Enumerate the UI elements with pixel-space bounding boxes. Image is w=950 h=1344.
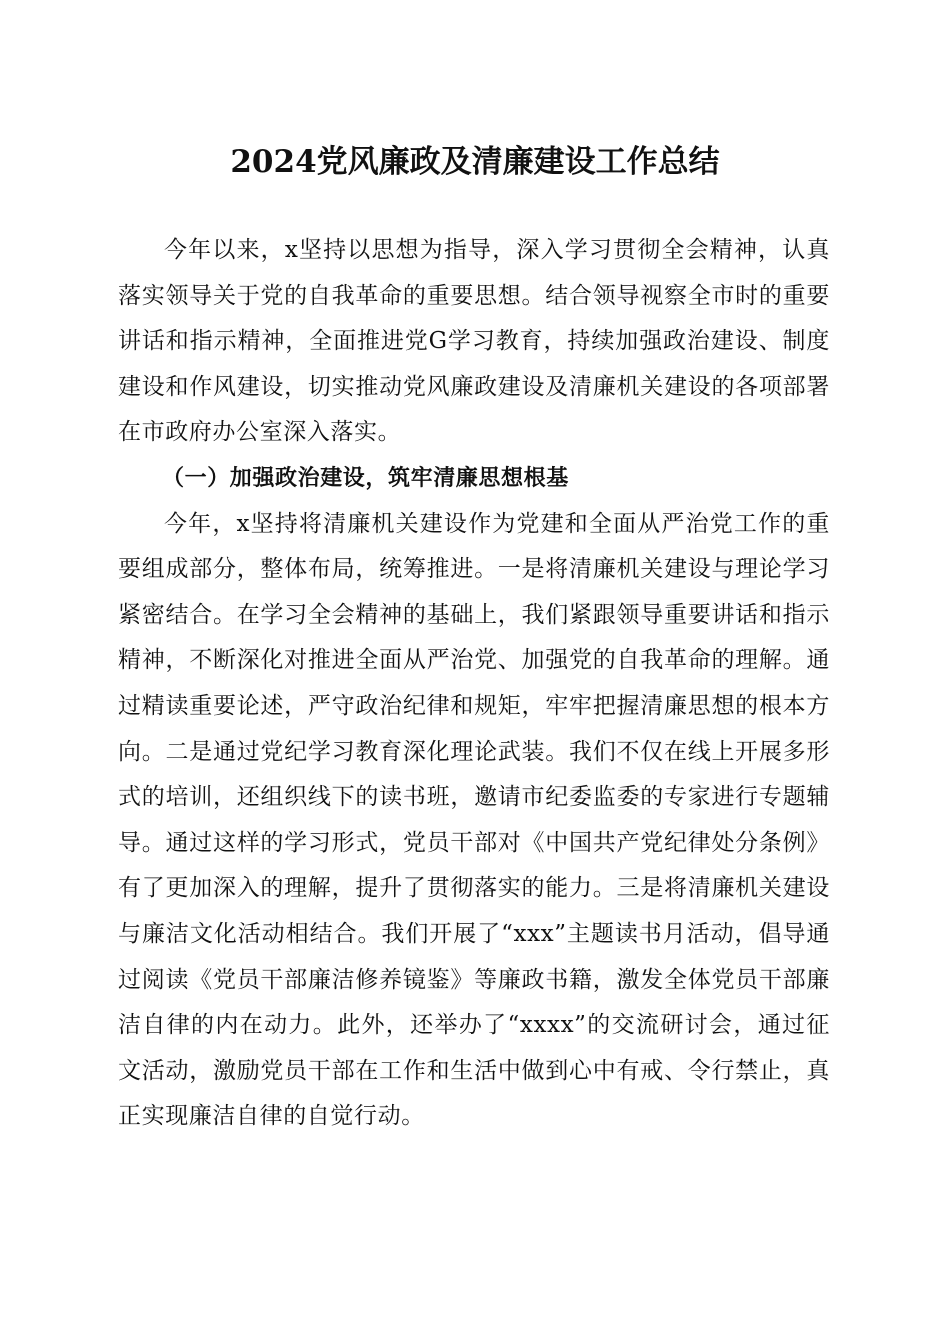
document-body	[118, 228, 830, 1140]
document-title: 2024党风廉政及清廉建设工作总结	[230, 144, 720, 180]
intro-paragraph: 今年以来，x坚持以思想为指导，深入学习贯彻全会精神，认真落实领导关于党的自我革命的重要思想。结合领导视察全市时的重要讲话和指示精神，全面推进党G学习教育，持续加强政治建设、制度建设和作风建设，切实推动党风廉政建设及清廉机关建设的各项部署在市政府办公室深入落实。	[118, 237, 830, 446]
section-heading: （一）加强政治建设，筑牢清廉思想根基	[162, 464, 569, 491]
section-paragraph: 今年，x坚持将清廉机关建设作为党建和全面从严治党工作的重要组成部分，整体布局，统筹推进。一是将清廉机关建设与理论学习紧密结合。在学习全会精神的基础上，我们紧跟领导重要讲话和指示精神，不断深化对推进全面从严治党、加强党的自我革命的理解。通过精读重要论述，严守政治纪律和规矩，牢牢把握清廉思想的根本方向。二是通过党纪学习教育深化理论武装。我们不仅在线上开展多形式的培训，还组织线下的读书班，邀请市纪委监委的专家进行专题辅导。通过这样的学习形式，党员干部对《中国共产党纪律处分条例》有了更加深入的理解，提升了贯彻落实的能力。三是将清廉机关建设与廉洁文化活动相结合。我们开展了“xxx”主题读书月活动，倡导通过阅读《党员干部廉洁修养镜鉴》等廉政书籍，激发全体党员干部廉洁自律的内在动力。此外，还举办了“xxxx”的交流研讨会，通过征文活动，激励党员干部在工作和生活中做到心中有戒、令行禁止，真正实现廉洁自律的自觉行动。	[118, 510, 830, 1130]
